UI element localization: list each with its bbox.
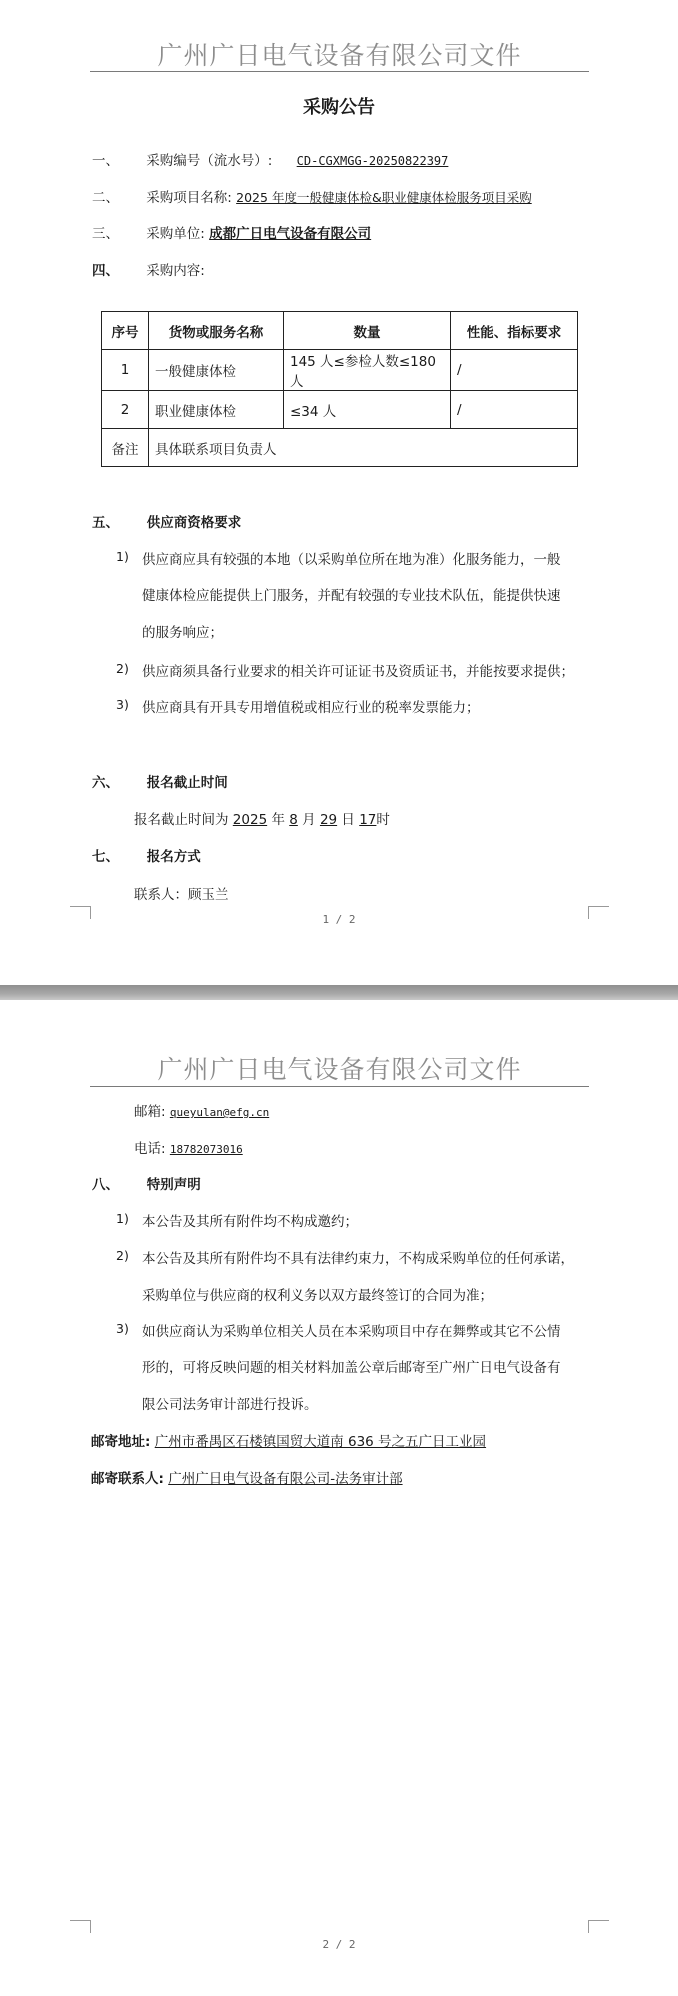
section-number: 八、 [92, 1177, 119, 1193]
deadline-text [134, 808, 390, 828]
section-deadline [92, 771, 228, 791]
table-row [102, 391, 578, 429]
section-number: 五、 [92, 515, 119, 531]
deadline-month: 8 [289, 812, 298, 828]
list-item-line: 采购单位与供应商的权利义务以双方最终签订的合同为准； [142, 1288, 493, 1304]
table-cell: / [451, 350, 578, 391]
list-item-number: 1) [116, 1211, 129, 1226]
list-item-line: 本公告及其所有附件均不具有法律约束力，不构成采购单位的任何承诺， [142, 1251, 574, 1267]
table-cell: 备注 [102, 429, 149, 467]
section-purchaser [92, 222, 371, 242]
letterhead-title: 广州广日电气设备有限公司文件 [157, 1055, 522, 1084]
list-item-line: 形的，可将反映问题的相关材料加盖公章后邮寄至广州广日电气设备有 [142, 1360, 561, 1376]
table-cell: 具体联系项目负责人 [149, 429, 578, 467]
section-number: 六、 [92, 775, 119, 791]
email-value: queyulan@efg.cn [169, 1106, 270, 1119]
table-cell: 1 [102, 350, 149, 391]
email-line [134, 1100, 269, 1120]
table-cell: 一般健康体检 [149, 350, 284, 391]
project-name-value: 2025 年度一般健康体检&职业健康体检服务项目采购 [236, 190, 532, 205]
list-item-number: 3) [116, 1321, 129, 1336]
crop-mark [70, 1920, 91, 1933]
section-registration-method [92, 845, 201, 865]
page-separator [0, 985, 678, 1000]
list-item-number: 2) [116, 661, 129, 676]
page-number: 1 / 2 [322, 913, 356, 926]
section-label: 供应商资格要求 [146, 515, 242, 531]
table-header-row [102, 312, 578, 350]
crop-mark [588, 1920, 609, 1933]
list-item-line: 本公告及其所有附件均不构成邀约； [142, 1214, 358, 1230]
section-label: 采购内容: [146, 263, 205, 279]
list-item-number: 3) [116, 697, 129, 712]
table-cell: 职业健康体检 [149, 391, 284, 429]
list-item-line: 如供应商认为采购单位相关人员在本采购项目中存在舞弊或其它不公情 [142, 1324, 561, 1340]
section-number: 一、 [92, 153, 119, 169]
deadline-prefix: 报名截止时间为 [134, 812, 229, 828]
table-row [102, 350, 578, 391]
mail-contact-value: 广州广日电气设备有限公司-法务审计部 [168, 1471, 403, 1487]
table-cell: 2 [102, 391, 149, 429]
deadline-month-unit: 月 [302, 812, 316, 828]
mail-contact-line [91, 1467, 403, 1487]
section-special-statement [92, 1173, 201, 1193]
list-item-line: 供应商具有开具专用增值税或相应行业的税率发票能力； [142, 700, 480, 716]
section-number: 三、 [92, 226, 119, 242]
table-note-row [102, 429, 578, 467]
table-cell: 145 人≤参检人数≤180 人 [284, 350, 451, 391]
deadline-year-unit: 年 [271, 812, 285, 828]
mail-contact-label: 邮寄联系人: [91, 1471, 164, 1487]
list-item-line: 限公司法务审计部进行投诉。 [142, 1397, 318, 1413]
table-cell: ≤34 人 [284, 391, 451, 429]
table-cell: / [451, 391, 578, 429]
section-label: 报名截止时间 [146, 775, 228, 791]
contact-person-partial: 联系人：顾玉兰 [134, 887, 229, 903]
section-label: 采购项目名称: [146, 190, 232, 206]
section-procurement-number [92, 149, 468, 169]
deadline-day: 29 [319, 812, 338, 828]
phone-line [134, 1137, 243, 1157]
mail-address-line [91, 1430, 486, 1450]
letterhead-rule [90, 71, 589, 72]
deadline-day-unit: 日 [341, 812, 355, 828]
list-item-line: 的服务响应； [142, 625, 223, 641]
notice-title: 采购公告 [303, 97, 375, 118]
letterhead-title: 广州广日电气设备有限公司文件 [157, 41, 522, 70]
section-number: 七、 [92, 849, 119, 865]
mail-address-label: 邮寄地址: [91, 1434, 151, 1450]
section-project-name [92, 186, 532, 206]
section-number: 四、 [92, 263, 119, 279]
page-number: 2 / 2 [322, 1938, 356, 1951]
section-label: 采购编号（流水号）: [146, 153, 273, 169]
section-number: 二、 [92, 190, 119, 206]
procurement-number-value: CD-CGXMGG-20250822397 [296, 154, 449, 168]
list-item-line: 健康体检应能提供上门服务，并配有较强的专业技术队伍，能提供快速 [142, 588, 561, 604]
section-label: 采购单位: [146, 226, 205, 242]
document-page-1 [0, 0, 678, 985]
section-content [92, 259, 205, 279]
deadline-hour: 17 [359, 812, 377, 828]
deadline-hour-unit: 时 [376, 812, 390, 828]
purchaser-value: 成都广日电气设备有限公司 [209, 226, 372, 242]
section-supplier-requirements [92, 511, 241, 531]
list-item-line: 供应商须具备行业要求的相关许可证证书及资质证书，并能按要求提供； [142, 664, 574, 680]
email-label: 邮箱: [134, 1104, 166, 1120]
mail-address-value: 广州市番禺区石楼镇国贸大道南 636 号之五广日工业园 [154, 1434, 487, 1450]
column-header: 序号 [102, 312, 149, 350]
procurement-items-table [101, 311, 578, 467]
phone-label: 电话: [134, 1141, 166, 1157]
list-item-number: 2) [116, 1248, 129, 1263]
document-page-2 [0, 1000, 678, 1996]
section-label: 报名方式 [146, 849, 201, 865]
list-item-number: 1) [116, 549, 129, 564]
column-header: 货物或服务名称 [149, 312, 284, 350]
list-item-line: 供应商应具有较强的本地（以采购单位所在地为准）化服务能力，一般 [142, 552, 561, 568]
section-label: 特别声明 [146, 1177, 201, 1193]
column-header: 性能、指标要求 [451, 312, 578, 350]
phone-value: 18782073016 [169, 1143, 243, 1156]
column-header: 数量 [284, 312, 451, 350]
deadline-year: 2025 [232, 812, 268, 828]
letterhead-rule [90, 1086, 589, 1087]
